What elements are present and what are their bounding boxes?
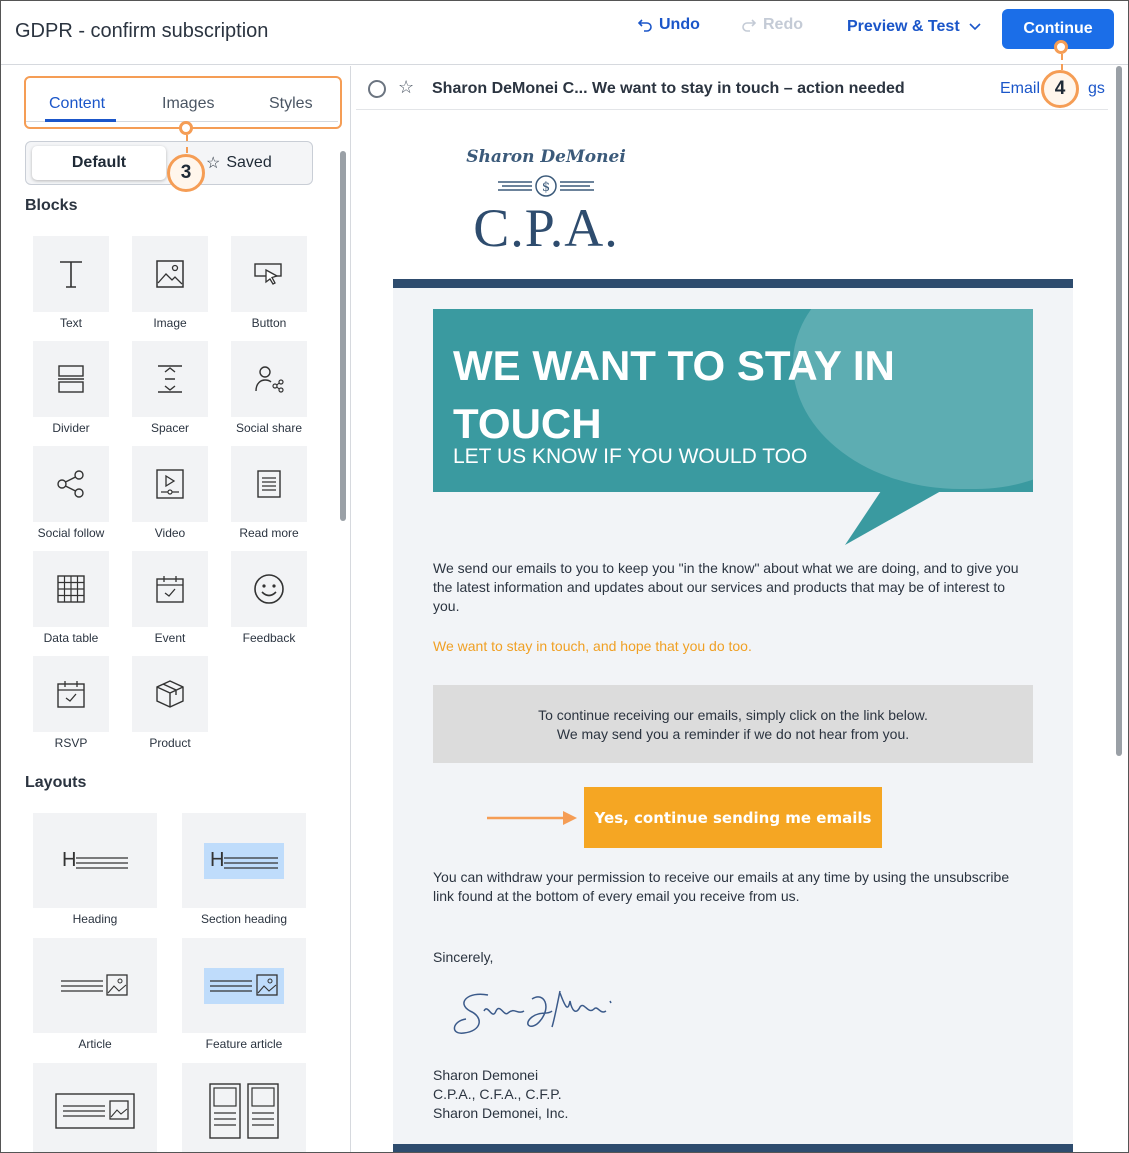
button-icon	[253, 260, 285, 288]
layout-heading[interactable]	[33, 813, 157, 908]
email-preview-panel	[352, 66, 1128, 1152]
top-bar	[1, 1, 1128, 65]
callout-4-line	[1061, 54, 1063, 70]
continue-button[interactable]: Continue	[1002, 9, 1114, 49]
read-more-icon	[256, 469, 282, 499]
product-icon	[155, 679, 185, 709]
block-rsvp[interactable]	[33, 656, 109, 732]
layout-two-column[interactable]	[182, 1063, 306, 1152]
hero-title: WE WANT TO STAY IN TOUCH	[453, 342, 895, 447]
company-logo	[461, 141, 631, 261]
redo-button[interactable]	[741, 16, 803, 34]
undo-button[interactable]	[637, 16, 700, 34]
preview-test-button[interactable]	[847, 18, 984, 36]
saved-label: Saved	[226, 154, 272, 171]
boxed-article-layout-icon	[55, 1093, 135, 1129]
redo-label: Redo	[763, 16, 803, 33]
layout-boxed-article[interactable]	[33, 1063, 157, 1152]
data-table-icon	[56, 574, 86, 604]
layout-label: Heading	[72, 912, 118, 926]
redo-icon	[741, 17, 757, 33]
block-product[interactable]	[132, 656, 208, 732]
star-icon: ☆	[206, 155, 221, 172]
tab-images[interactable]: Images	[162, 95, 215, 112]
callout-3-badge: 3	[167, 154, 205, 192]
undo-label: Undo	[659, 16, 700, 33]
block-feedback[interactable]	[231, 551, 307, 627]
layout-feature-article[interactable]	[182, 938, 306, 1033]
social-follow-icon	[56, 469, 86, 499]
block-label: Feedback	[242, 631, 296, 645]
block-image[interactable]	[132, 236, 208, 312]
dollar-seal-icon	[496, 173, 596, 197]
social-share-icon	[253, 364, 285, 394]
layouts-heading: Layouts	[25, 774, 87, 791]
block-label: Video	[154, 526, 186, 540]
callout-4-badge: 4	[1041, 70, 1079, 108]
block-label: Data table	[43, 631, 99, 645]
event-icon	[155, 574, 185, 604]
tab-styles[interactable]: Styles	[269, 95, 313, 112]
hero-subtitle: LET US KNOW IF YOU WOULD TOO	[453, 445, 808, 468]
header-rule	[393, 279, 1073, 288]
heading-layout-icon	[60, 846, 130, 876]
withdraw-paragraph: You can withdraw your permission to receive our emails at any time by using the unsubscribe link found at the bottom of every email you receive from us.	[433, 869, 1010, 904]
tab-content[interactable]: Content	[49, 95, 106, 112]
block-data-table[interactable]	[33, 551, 109, 627]
block-label: Read more	[239, 526, 299, 540]
spacer-icon	[156, 364, 184, 394]
block-label: Social share	[235, 421, 303, 435]
footer-rule	[393, 1144, 1073, 1152]
page-title: GDPR - confirm subscription	[15, 20, 269, 42]
notice-line-2: We may send you a reminder if we do not hear from you.	[556, 726, 910, 742]
feedback-icon	[253, 573, 285, 605]
default-toggle-button[interactable]: Default	[32, 146, 166, 180]
block-label: Event	[154, 631, 186, 645]
svg-text:H: H	[210, 848, 225, 871]
callout-3-line	[186, 135, 188, 153]
block-read-more[interactable]	[231, 446, 307, 522]
article-layout-icon	[59, 971, 131, 1001]
email-subject: Sharon DeMonei C... We want to stay in touch – action needed	[432, 80, 905, 97]
layout-label: Article	[78, 1037, 112, 1051]
arrow-right-icon	[487, 809, 579, 827]
signoff-block	[433, 1066, 1033, 1123]
svg-text:$: $	[541, 180, 551, 195]
hero-banner	[433, 309, 1033, 492]
signoff-title: C.P.A., C.F.A., C.F.P.	[433, 1086, 562, 1102]
divider-icon	[57, 364, 85, 394]
block-divider[interactable]	[33, 341, 109, 417]
notice-box	[433, 685, 1033, 763]
chevron-down-icon	[966, 21, 984, 33]
block-label: RSVP	[54, 736, 88, 750]
block-label: Text	[59, 316, 82, 330]
text-icon	[55, 258, 87, 290]
block-label: Divider	[52, 421, 90, 435]
two-column-layout-icon	[209, 1083, 279, 1139]
block-label: Spacer	[150, 421, 190, 435]
sincerely-text: Sincerely,	[433, 949, 494, 965]
rsvp-icon	[56, 679, 86, 709]
block-label: Product	[149, 736, 191, 750]
svg-text:H: H	[62, 848, 77, 871]
continue-sending-button[interactable]: Yes, continue sending me emails	[584, 787, 882, 848]
speech-bubble-tail	[845, 491, 945, 547]
tab-active-indicator	[45, 119, 116, 122]
preview-scrollbar[interactable]	[1116, 66, 1122, 756]
sidebar	[1, 66, 351, 1152]
undo-icon	[637, 17, 653, 33]
callout-3-anchor	[179, 121, 193, 135]
signature-image	[448, 981, 628, 1051]
signoff-company: Sharon Demonei, Inc.	[433, 1105, 569, 1121]
preview-label: Preview & Test	[847, 18, 960, 35]
block-social-follow[interactable]	[33, 446, 109, 522]
block-event[interactable]	[132, 551, 208, 627]
signoff-name: Sharon Demonei	[433, 1067, 539, 1083]
video-icon	[155, 468, 185, 500]
sidebar-scrollbar[interactable]	[340, 151, 346, 521]
blocks-heading: Blocks	[25, 197, 78, 214]
block-label: Image	[153, 316, 187, 330]
subject-bar	[356, 66, 1108, 110]
block-label: Social follow	[37, 526, 105, 540]
callout-4-anchor	[1054, 40, 1068, 54]
layout-label: Feature article	[205, 1037, 283, 1051]
logo-cpa: C.P.A.	[473, 198, 619, 258]
intro-paragraph: We send our emails to you to keep you "in the know" about what we are doing, and to give you the latest information and updates about our services and products that may be of interest to you.	[433, 560, 1019, 614]
section-heading-layout-icon	[204, 843, 284, 879]
layout-section-heading[interactable]	[182, 813, 306, 908]
block-text[interactable]	[33, 236, 109, 312]
block-spacer[interactable]	[132, 341, 208, 417]
image-icon	[155, 259, 185, 289]
block-button[interactable]	[231, 236, 307, 312]
block-video[interactable]	[132, 446, 208, 522]
stay-in-touch-line: We want to stay in touch, and hope that you do too.	[433, 638, 752, 654]
layout-article[interactable]	[33, 938, 157, 1033]
notice-line-1: To continue receiving our emails, simply click on the link below.	[538, 707, 928, 723]
select-radio[interactable]	[368, 80, 386, 98]
email-link-label: Email	[1000, 80, 1041, 97]
block-label: Button	[251, 316, 287, 330]
block-social-share[interactable]	[231, 341, 307, 417]
email-canvas	[393, 111, 1073, 1152]
email-link-tail: gs	[1088, 80, 1105, 97]
layout-label: Section heading	[200, 912, 288, 926]
logo-name: Sharon DeMonei	[466, 147, 626, 167]
star-icon[interactable]: ☆	[398, 77, 415, 97]
feature-article-layout-icon	[204, 968, 284, 1004]
saved-toggle-button[interactable]	[206, 153, 272, 173]
